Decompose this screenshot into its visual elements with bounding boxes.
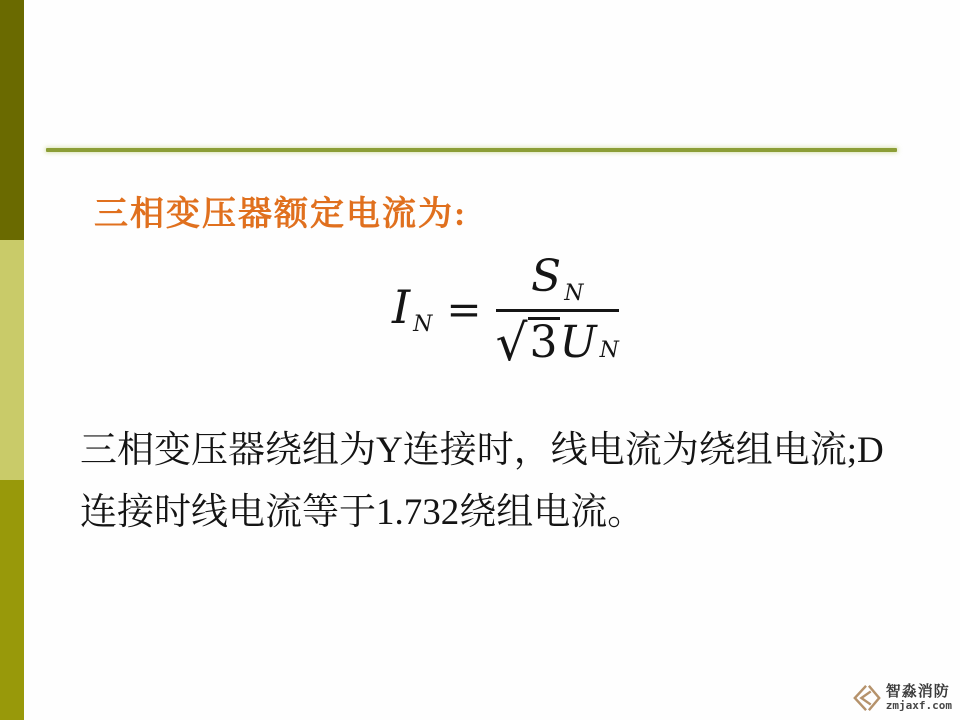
accent-segment-bottom: [0, 480, 24, 720]
section-heading: 三相变压器额定电流为:: [94, 196, 468, 233]
formula-numerator: [521, 251, 593, 309]
watermark-text: [886, 684, 952, 713]
watermark: [852, 682, 952, 714]
watermark-brand: 智淼消防: [885, 682, 950, 700]
accent-segment-middle: [0, 240, 24, 480]
body-line-1: 三相变压器绕组为Y连接时，线电流为绕组电流;D: [80, 430, 884, 471]
formula-lhs-subscript: N: [413, 312, 433, 338]
diamond-mark-icon: [852, 682, 882, 714]
radicand: 3: [529, 316, 558, 368]
formula-numerator-subscript: N: [564, 280, 584, 306]
formula-lhs-base: I: [392, 279, 411, 334]
body-paragraph: [80, 420, 940, 544]
formula-denominator-subscript: N: [599, 337, 619, 363]
formula-lhs: [392, 279, 433, 338]
formula-equals-sign: =: [446, 285, 482, 335]
radical-sign: √: [495, 313, 528, 372]
left-accent-bar: [0, 0, 24, 720]
formula-fraction: [495, 251, 619, 372]
body-line-2: 连接时线电流等于1.732绕组电流。: [80, 492, 645, 533]
title-divider-line: [46, 148, 897, 152]
formula-denominator-base: U: [559, 316, 597, 368]
rated-current-formula: [392, 251, 619, 372]
accent-segment-top: [0, 0, 24, 240]
watermark-domain: zmjaxf.com: [885, 699, 952, 713]
formula-denominator: [495, 312, 619, 372]
formula-numerator-base: S: [531, 251, 562, 302]
